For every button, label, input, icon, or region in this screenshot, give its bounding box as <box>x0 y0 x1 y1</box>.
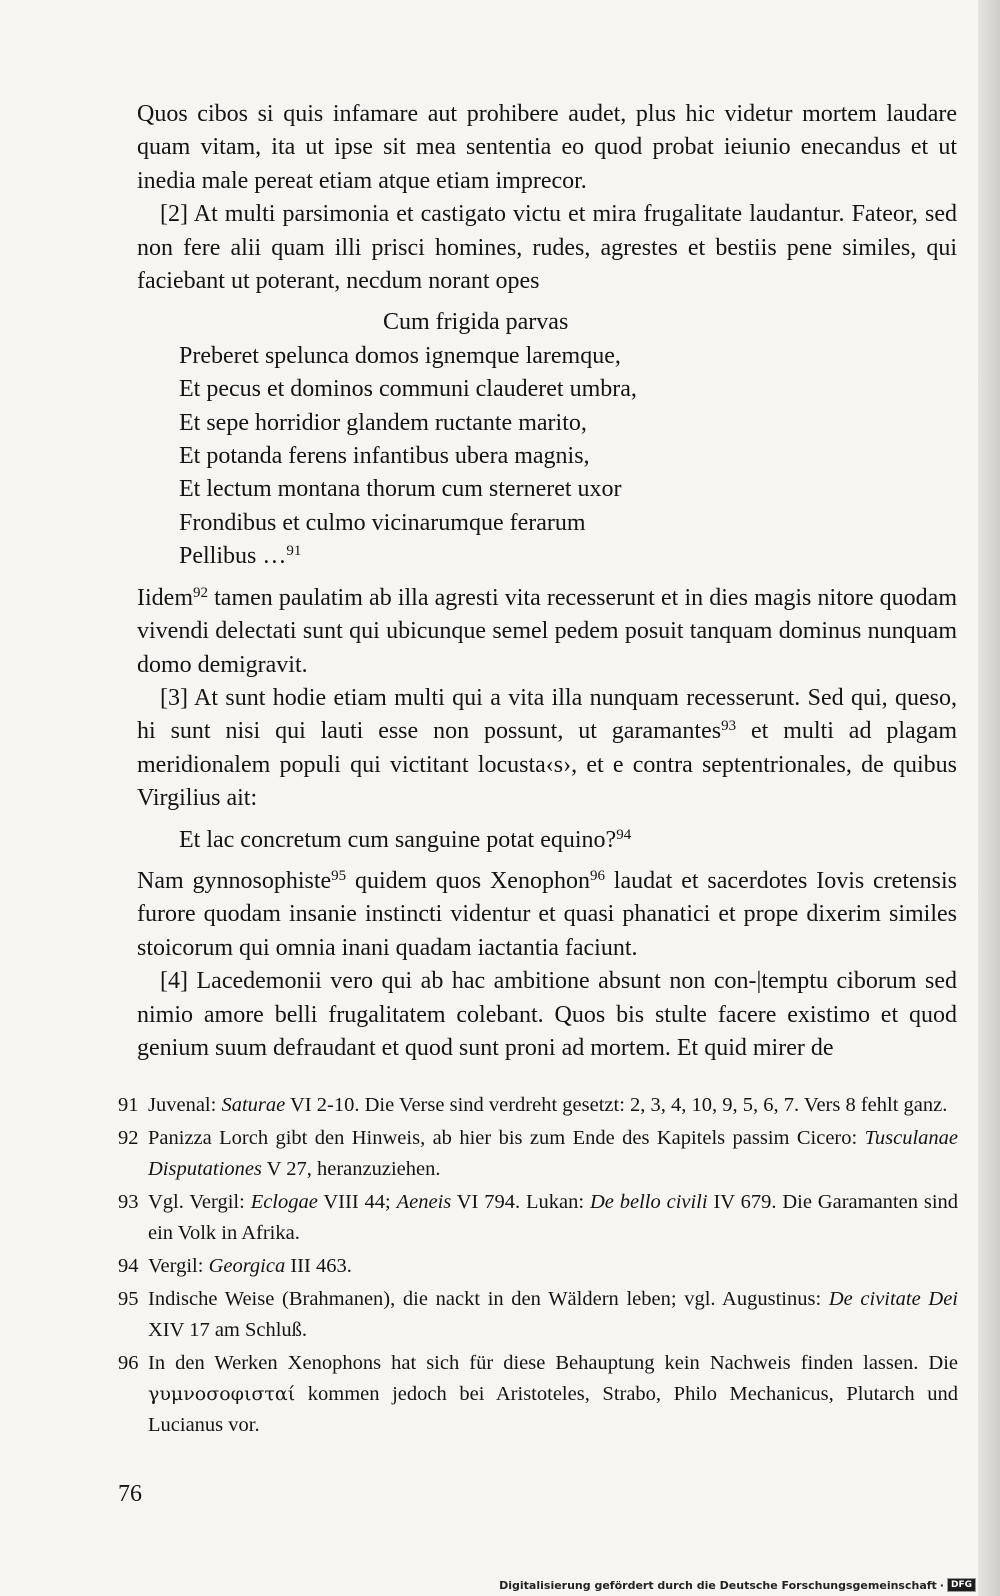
footnote-text-part: XIV 17 am Schluß. <box>148 1319 308 1341</box>
paragraph-6: [4] Lacedemonii vero qui ab hac ambitione absunt non con-|temptu ciborum sed nimio amore belli frugalitatem colebant. Quos bis stulte facere existimo et quod genium suum defraudant et quod sunt proni ad mortem. Et quid mirer de <box>137 968 957 1061</box>
footnote-ref-92[interactable]: 92 <box>192 584 208 601</box>
work-title: Georgica <box>208 1255 286 1277</box>
footnote-ref-91[interactable]: 91 <box>286 543 302 560</box>
verse-line: Frondibus et culmo vicinarumque ferarum <box>179 509 586 536</box>
footnote-text-part: kommen jedoch bei Aristoteles, Strabo, Philo Mechanicus, Plutarch und Lucianus vor. <box>148 1383 958 1436</box>
quote-text: Et lac concretum cum sanguine potat equino? <box>179 826 617 853</box>
verse-line: Cum frigida parvas <box>383 309 569 336</box>
footnote-91 <box>118 1090 958 1121</box>
verse-line: Et potanda ferens infantibus ubera magnis, <box>179 443 590 470</box>
verse-line: Et pecus et dominos communi clauderet umbra, <box>179 376 637 403</box>
paragraph-text: Iidem <box>137 584 193 611</box>
paragraph-text: [3] At sunt hodie etiam multi qui a vita illa nunquam recesserunt. Sed qui, queso, hi sunt nisi qui lauti esse non possunt, ut garamantes <box>137 684 957 745</box>
footnote-93 <box>118 1187 958 1249</box>
footnote-text-part: VIII 44; <box>317 1191 397 1213</box>
paragraph-1: Quos cibos si quis infamare aut prohibere audet, plus hic videtur mortem laudare quam vitam, ita ut ipse sit mea sententia eo quod probat ieiunio enecandus et ut inedia male pereat etiam atque etiam imprecor. <box>137 101 957 194</box>
paragraph-2: [2] At multi parsimonia et castigato victu et mira frugalitate laudantur. Fateor, sed non fere alii quam illi prisci homines, rudes, agrestes et bestiis pene similes, qui faciebant ut poterant, necdum norant opes <box>137 201 957 295</box>
footnotes <box>118 1090 958 1443</box>
footnote-number: 94 <box>118 1255 139 1277</box>
verse-line: Et lectum montana thorum cum sterneret uxor <box>179 476 622 503</box>
greek-term: γυμνοσοφισταί <box>148 1383 296 1405</box>
footnote-text <box>148 1348 958 1441</box>
footnote-number: 96 <box>118 1352 139 1374</box>
footnote-text-part: V 27, heranzuziehen. <box>261 1158 441 1180</box>
verse-line-last <box>179 540 957 573</box>
work-title: Aeneis <box>396 1191 452 1213</box>
work-title: Tusculanae Disputationes <box>148 1127 958 1180</box>
paragraph-4 <box>137 682 957 816</box>
credit-text: Digitalisierung gefördert durch die Deutsche Forschungsgemeinschaft <box>499 1578 937 1592</box>
verse-text: Pellibus … <box>179 543 287 570</box>
footnote-text <box>148 1187 958 1249</box>
footnote-94 <box>118 1251 958 1282</box>
credit-separator: · <box>939 1578 944 1592</box>
work-title: Eclogae <box>250 1191 318 1213</box>
footnote-96 <box>118 1348 958 1441</box>
paragraph-5 <box>137 865 957 965</box>
footnote-number: 95 <box>118 1288 139 1310</box>
page-edge <box>978 0 1000 1596</box>
verse-quotation <box>179 306 957 573</box>
footnote-text-part: Panizza Lorch gibt den Hinweis, ab hier bis zum Ende des Kapitels passim Cicero: <box>148 1127 865 1149</box>
paragraph-text: Nam gynnosophiste <box>137 867 332 894</box>
footnote-ref-94[interactable]: 94 <box>616 826 632 843</box>
footnote-text-part: VI 794. Lukan: <box>451 1191 590 1213</box>
footnote-ref-96[interactable]: 96 <box>589 867 605 884</box>
dfg-logo: DFG <box>947 1578 976 1592</box>
digitization-credit <box>499 1578 976 1592</box>
paragraph-3 <box>137 582 957 682</box>
verse-line: Et sepe horridior glandem ructante marito, <box>179 409 587 436</box>
work-title: De civitate Dei <box>828 1288 958 1310</box>
footnote-text-part: VI 2-10. Die Verse sind verdreht gesetzt: 2, 3, 4, 10, 9, 5, 6, 7. Vers 8 fehlt ganz. <box>285 1094 948 1116</box>
footnote-number: 92 <box>118 1127 139 1149</box>
paragraph-text: et multi ad plagam meridionalem populi qui victitant locusta‹s›, et e contra septentrionales, de quibus Virgilius ait: <box>137 718 957 812</box>
paragraph-text: tamen paulatim ab illa agresti vita recesserunt et in dies magis nitore quodam vivendi delectati sunt qui ubicunque semel pedem posuit tanquam dominus nunquam domo demigravit. <box>137 584 957 678</box>
verse-line: Preberet spelunca domos ignemque laremque, <box>179 342 621 369</box>
footnote-text-part: In den Werken Xenophons hat sich für diese Behauptung kein Nachweis finden lassen. Die <box>148 1352 958 1374</box>
paragraph-text: quidem quos Xenophon <box>346 867 590 894</box>
footnote-ref-95[interactable]: 95 <box>331 867 347 884</box>
footnote-92 <box>118 1123 958 1185</box>
footnote-text <box>148 1284 958 1346</box>
footnote-text <box>148 1090 958 1121</box>
footnote-text-part: IV 679. Die Garamanten sind ein Volk in Afrika. <box>148 1191 959 1244</box>
footnote-95 <box>118 1284 958 1346</box>
footnote-text-part: Vergil: <box>148 1255 209 1277</box>
footnote-number: 93 <box>118 1191 139 1213</box>
work-title: Saturae <box>221 1094 286 1116</box>
footnote-text-part: Indische Weise (Brahmanen), die nackt in den Wäldern leben; vgl. Augustinus: <box>148 1288 829 1310</box>
footnote-text-part: Vgl. Vergil: <box>148 1191 251 1213</box>
footnote-number: 91 <box>118 1094 139 1116</box>
work-title: De bello civili <box>589 1191 708 1213</box>
footnote-text-part: Juvenal: <box>148 1094 222 1116</box>
footnote-text-part: III 463. <box>285 1255 352 1277</box>
main-text <box>137 98 957 1065</box>
footnote-text <box>148 1251 958 1282</box>
footnote-ref-93[interactable]: 93 <box>721 718 737 735</box>
footnote-text <box>148 1123 958 1185</box>
paragraph-text: laudat et sacerdotes Iovis cretensis furore quodam insanie instincti videntur et quasi phanatici et prope dixerim similes stoicorum qui omnia inani quadam iactantia faciunt. <box>137 867 958 961</box>
block-quote <box>179 824 957 857</box>
page-number: 76 <box>118 1481 142 1507</box>
